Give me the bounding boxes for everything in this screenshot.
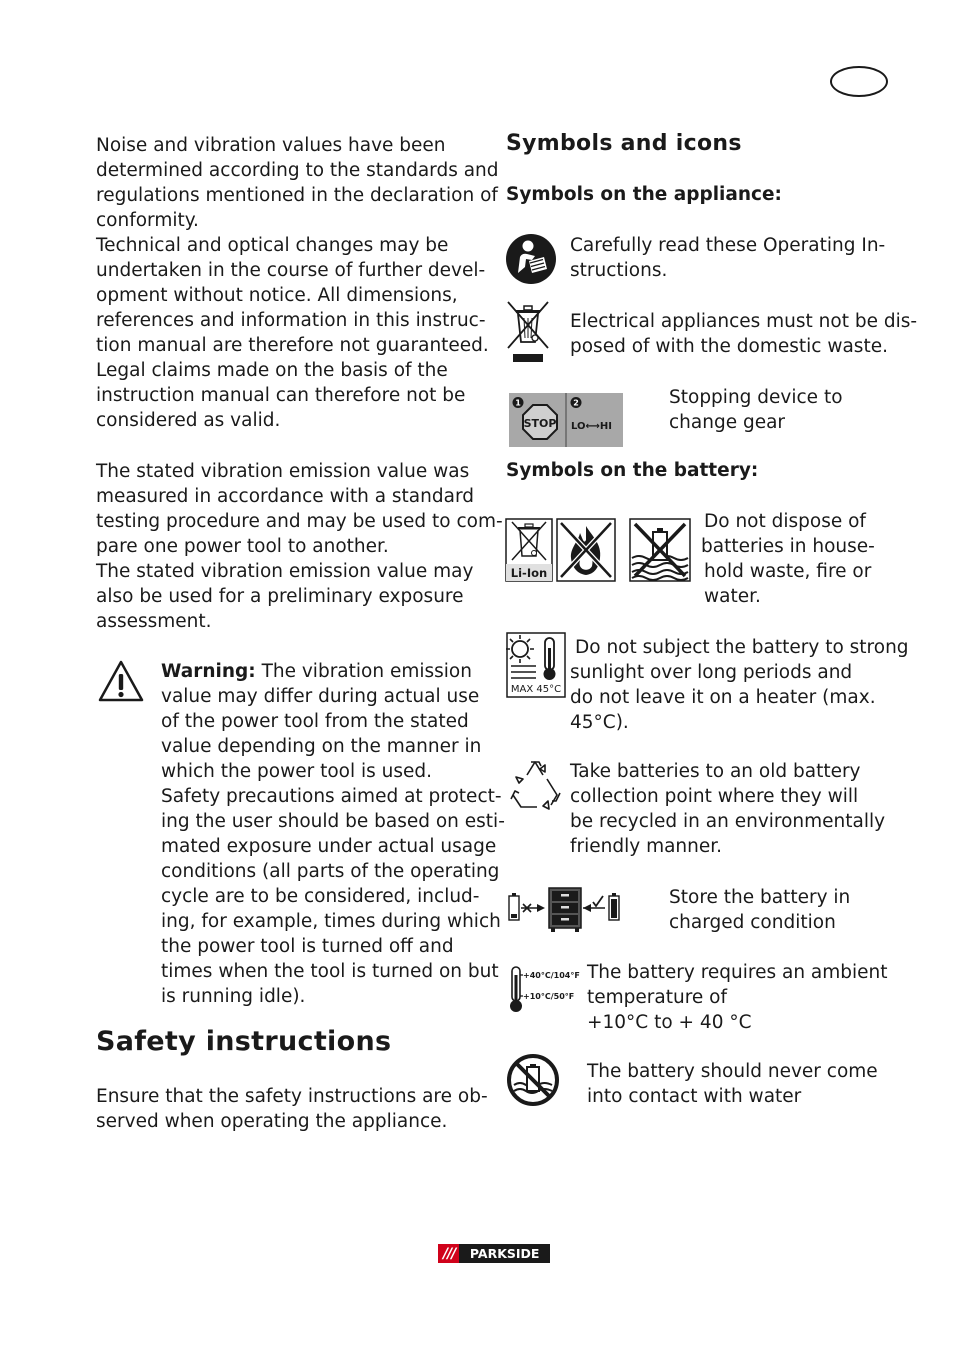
temp-low-label: +10°C/50°F	[523, 992, 575, 1001]
sunlight-text: Do not subject the battery to strong sunlight over long periods and do not leave it on a heater (max. 45°C).	[570, 637, 909, 733]
read-manual-icon	[505, 233, 557, 285]
read-manual-text: Carefully read these Operating In- structions.	[570, 235, 886, 281]
temperature-text: The battery requires an ambient temperature of +10°C to + 40 °C	[587, 962, 888, 1033]
liion-crossed-bin-icon	[505, 518, 553, 582]
recycle-text: Take batteries to an old battery collection point where they will be recycled in an environmentally friendly manner.	[570, 761, 886, 857]
crossed-bin-icon	[505, 298, 551, 366]
gear-text: Stopping device to change gear	[669, 387, 843, 433]
intro-paragraph: Noise and vibration values have been determined according to the standards and regulations mentioned in the declaration of conformity. Technical and optical changes may be undertaken in the course of further devel- opment without notice. All dimensions, references and information in this instruc- tion manual are therefore not guaranteed. Legal claims made on the basis of the instruction manual can therefore not be considered as valid.	[96, 135, 499, 431]
no-water-contact-icon	[506, 1053, 560, 1107]
temp-high-label: +40°C/104°F	[523, 971, 580, 980]
appliance-symbols-heading: Symbols on the appliance:	[506, 184, 782, 205]
gear-number-2: 2	[573, 398, 579, 408]
warning-label: Warning:	[161, 661, 256, 682]
safety-heading: Safety instructions	[96, 1026, 392, 1057]
liion-label: Li-Ion	[510, 566, 548, 580]
lo-hi-label: LO⟷HI	[571, 421, 612, 432]
weee-text: Electrical appliances must not be dis- posed of with the domestic waste.	[570, 311, 918, 357]
battery-symbols-heading: Symbols on the battery:	[506, 460, 759, 481]
store-charged-text: Store the battery in charged condition	[669, 887, 851, 933]
safety-paragraph: Ensure that the safety instructions are ob- served when operating the appliance.	[96, 1086, 488, 1132]
warning-triangle-icon	[97, 659, 145, 703]
store-charged-battery-icon	[507, 884, 625, 934]
gear-number-1: 1	[515, 398, 521, 408]
sun-heat-max-temp-icon	[506, 632, 566, 698]
warning-paragraph: Warning: The vibration emission value may differ during actual use of the power tool from the stated value depending on the manner in which the power tool is used. Safety precautions aimed at protect- ing the user should be based on esti- mated exposure under actual usage conditions (all parts of the operating cycle are to be considered, includ- ing, for example, times during which the power tool is turned off and times when the tool is turned on but is running idle).	[161, 661, 505, 1007]
temperature-range-icon	[508, 965, 584, 1015]
recycling-icon	[507, 757, 563, 813]
no-water-text: The battery should never come into contact with water	[587, 1061, 878, 1107]
language-badge	[830, 66, 888, 97]
parkside-logo	[438, 1244, 550, 1263]
no-water-immersion-icon	[629, 518, 691, 582]
symbols-heading: Symbols and icons	[506, 131, 742, 156]
vibration-paragraph: The stated vibration emission value was measured in accordance with a standard testing procedure and may be used to com- pare one power tool to another. The stated vibration emission value may also be used for a preliminary exposure assessment.	[96, 461, 503, 632]
battery-dispose-text: Do not dispose of batteries in house- hold waste, fire or water.	[701, 511, 875, 607]
max-temp-label: MAX 45°C	[510, 684, 562, 695]
logo-wordmark: PARKSIDE	[459, 1244, 550, 1263]
stop-sign-label: STOP	[523, 417, 557, 430]
stop-gear-change-icon	[509, 393, 623, 447]
no-fire-icon	[556, 518, 616, 582]
logo-slashes: ///	[443, 1245, 456, 1262]
